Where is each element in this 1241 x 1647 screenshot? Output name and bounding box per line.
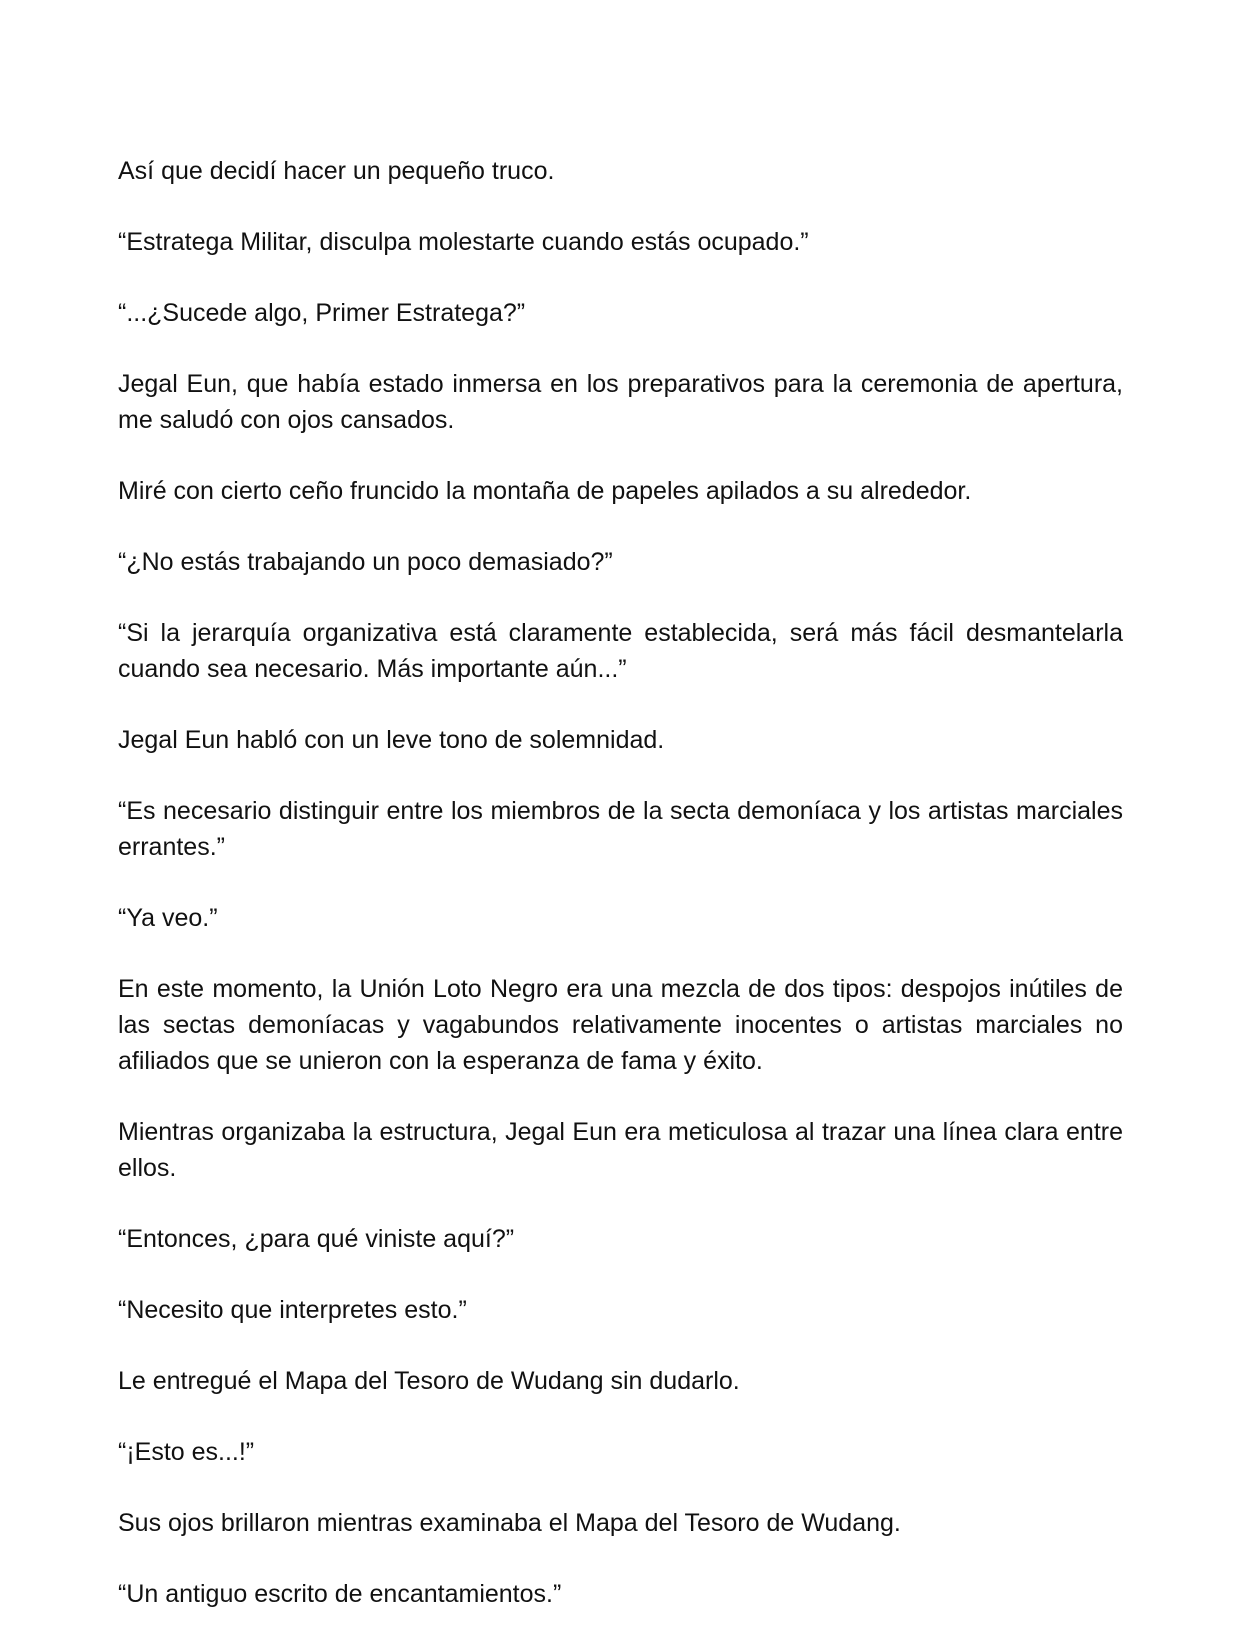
paragraph: “Un antiguo escrito de encantamientos.” bbox=[118, 1580, 562, 1608]
paragraph: Jegal Eun habló con un leve tono de solemnidad. bbox=[118, 726, 665, 754]
paragraph: “Ya veo.” bbox=[118, 904, 218, 932]
paragraph: Le entregué el Mapa del Tesoro de Wudang sin dudarlo. bbox=[118, 1367, 740, 1395]
paragraph: Sus ojos brillaron mientras examinaba el Mapa del Tesoro de Wudang. bbox=[118, 1509, 901, 1537]
paragraph: “Necesito que interpretes esto.” bbox=[118, 1296, 467, 1324]
paragraph: “¡Esto es...!” bbox=[118, 1438, 255, 1466]
paragraph: “¿No estás trabajando un poco demasiado?” bbox=[118, 548, 613, 576]
paragraph: Así que decidí hacer un pequeño truco. bbox=[118, 157, 555, 185]
paragraph: Mientras organizaba la estructura, Jegal Eun era meticulosa al trazar una línea clara entre ellos. bbox=[118, 1118, 1123, 1182]
paragraph: Jegal Eun, que había estado inmersa en los preparativos para la ceremonia de apertura, me saludó con ojos cansados. bbox=[118, 370, 1123, 434]
paragraph: “Si la jerarquía organizativa está claramente establecida, será más fácil desmantelarla cuando sea necesario. Más importante aún...” bbox=[118, 619, 1123, 683]
document-body bbox=[118, 153, 1123, 1647]
paragraph: En este momento, la Unión Loto Negro era una mezcla de dos tipos: despojos inútiles de las sectas demoníacas y vagabundos relativamente inocentes o artistas marciales no afiliados que se unieron con la esperanza de fama y éxito. bbox=[118, 975, 1123, 1075]
paragraph: “Estratega Militar, disculpa molestarte cuando estás ocupado.” bbox=[118, 228, 809, 256]
paragraph: “Es necesario distinguir entre los miembros de la secta demoníaca y los artistas marciales errantes.” bbox=[118, 797, 1123, 861]
paragraph: “...¿Sucede algo, Primer Estratega?” bbox=[118, 299, 526, 327]
paragraph: Miré con cierto ceño fruncido la montaña de papeles apilados a su alrededor. bbox=[118, 477, 972, 505]
paragraph: “Entonces, ¿para qué viniste aquí?” bbox=[118, 1225, 515, 1253]
